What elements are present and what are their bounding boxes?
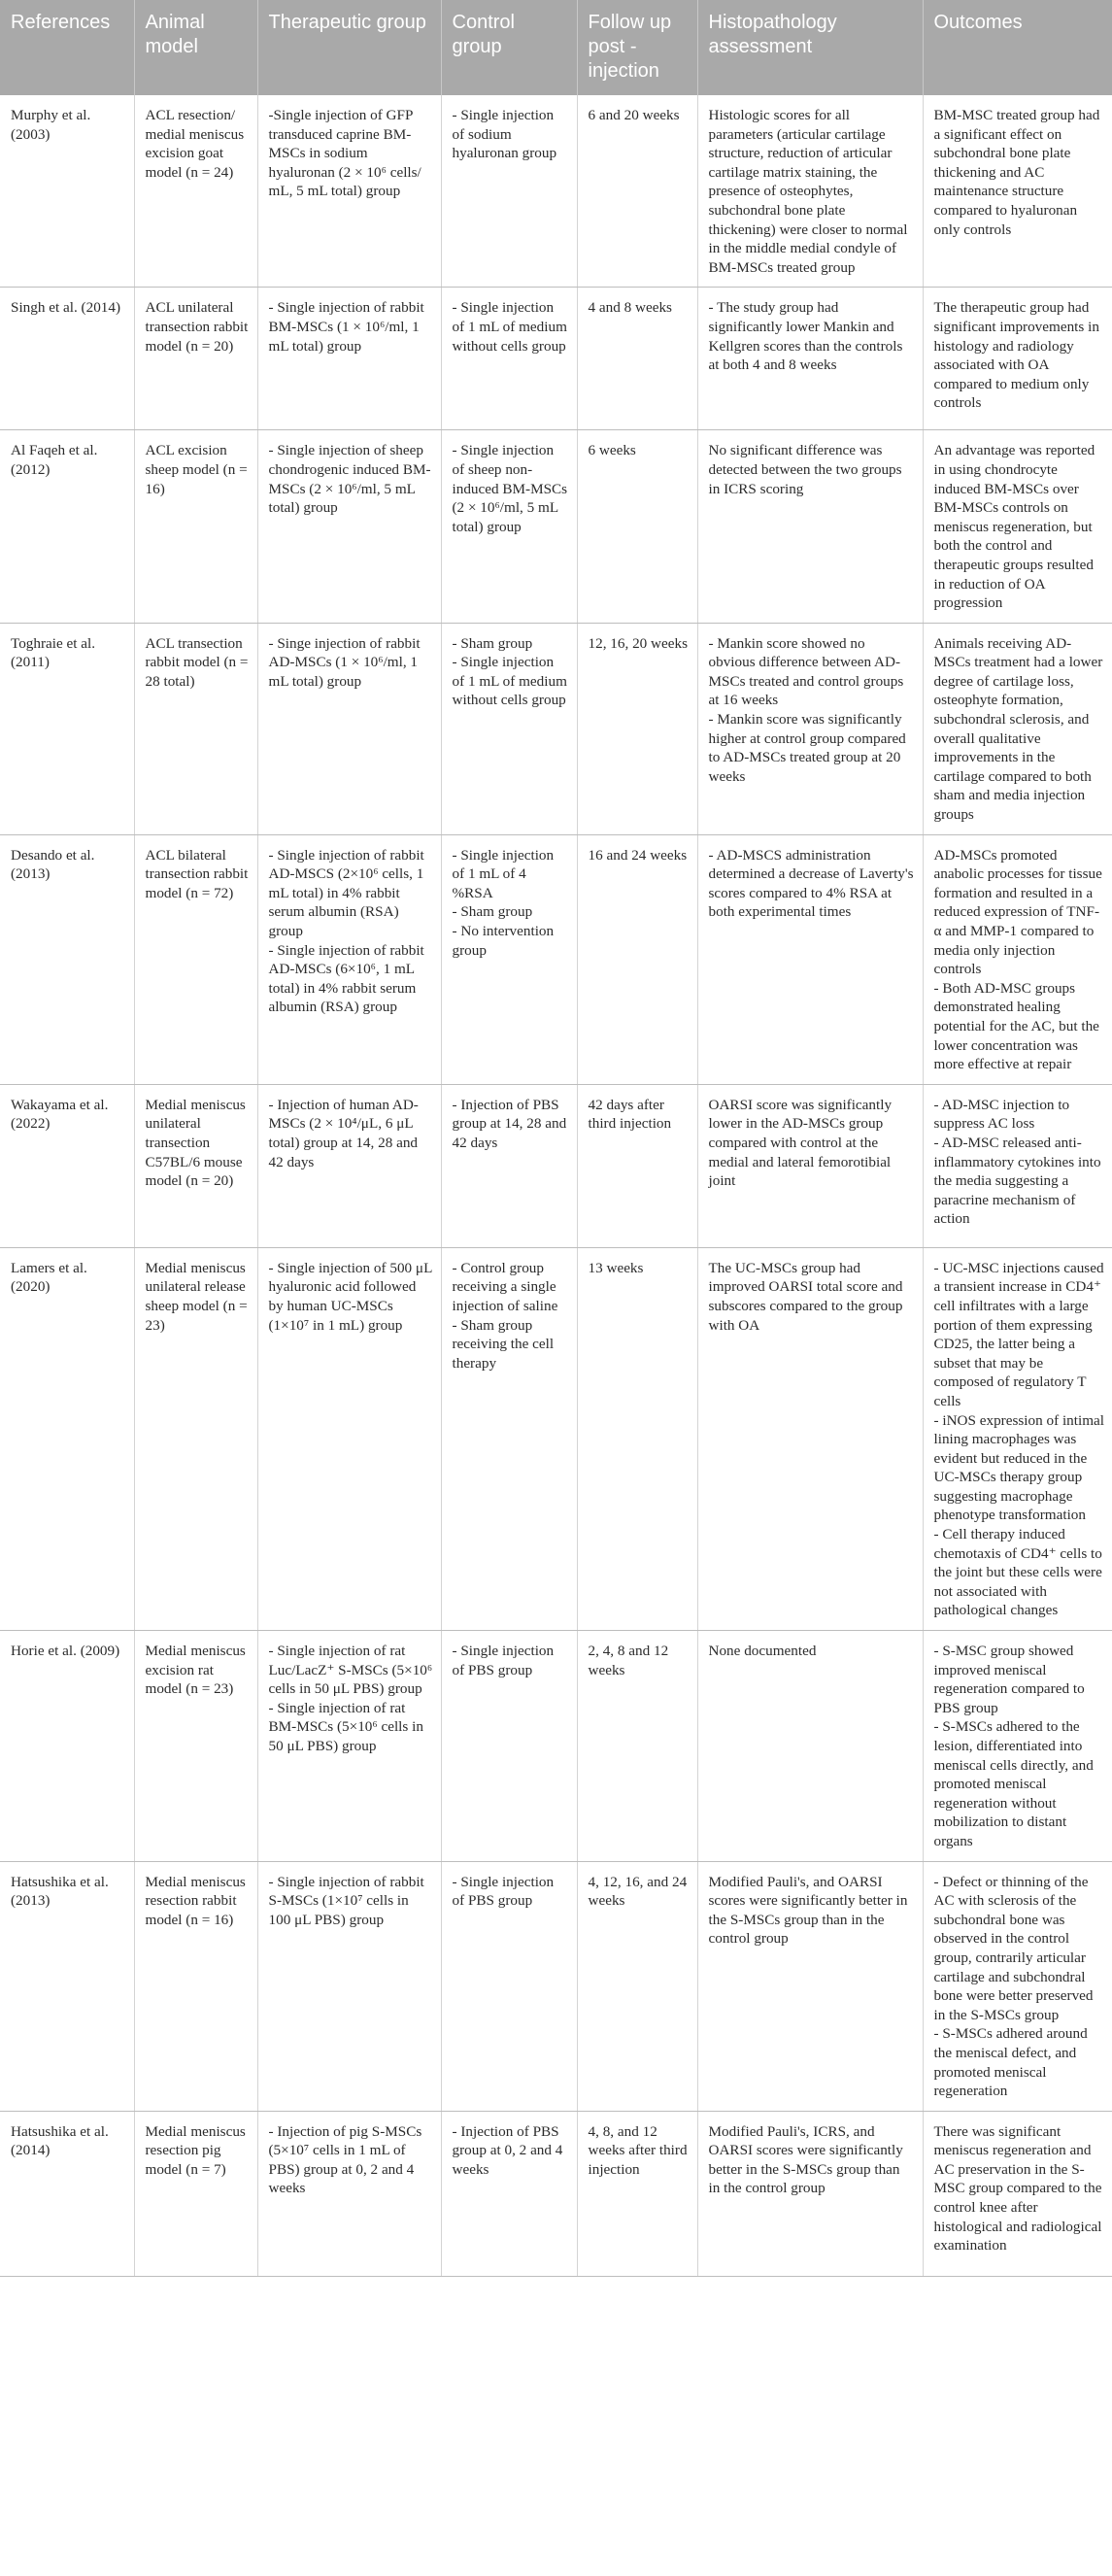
- histopathology-line: - AD-MSCS administration determined a decrease of Laverty's scores compared to 4% RSA at both experimental times: [708, 846, 914, 921]
- follow-up-cell: 2, 4, 8 and 12 weeks: [577, 1631, 697, 1862]
- header-follow-up: Follow up post -injection: [577, 0, 697, 95]
- therapeutic-group-cell: [257, 1631, 441, 1862]
- control-group-cell: [441, 95, 577, 288]
- control-group-line: - Single injection of PBS group: [452, 1873, 555, 1910]
- header-outcomes: Outcomes: [923, 0, 1112, 95]
- reference-cell: Al Faqeh et al. (2012): [0, 430, 134, 623]
- outcomes-line: - Cell therapy induced chemotaxis of CD4⁺ cells to the joint but these cells were not associated with pathological changes: [933, 1526, 1102, 1619]
- histopathology-cell: [697, 1631, 923, 1862]
- header-references: References: [0, 0, 134, 95]
- therapeutic-group-line: - Single injection of 500 μL hyaluronic acid followed by human UC-MSCs (1×10⁷ in 1 mL) group: [268, 1259, 432, 1334]
- control-group-cell: [441, 623, 577, 834]
- control-group-line: - No intervention group: [452, 923, 555, 959]
- therapeutic-group-line: - Single injection of rat Luc/LacZ⁺ S-MSCs (5×10⁶ cells in 50 μL PBS) group: [268, 1643, 433, 1698]
- therapeutic-group-cell: [257, 1861, 441, 2111]
- therapeutic-group-line: - Injection of human AD-MSCs (2 × 10⁴/μL, 6 μL total) group at 14, 28 and 42 days: [268, 1096, 419, 1170]
- animal-model-cell: ACL bilateral transection rabbit model (n = 72): [134, 834, 257, 1084]
- histopathology-line: - Mankin score showed no obvious difference between AD-MSCs treated and control groups at 16 weeks: [708, 634, 904, 709]
- animal-model-cell: ACL transection rabbit model (n = 28 total): [134, 623, 257, 834]
- histopathology-cell: [697, 288, 923, 430]
- header-histopathology: Histopathology assessment: [697, 0, 923, 95]
- table-row: [0, 834, 1112, 1084]
- histopathology-line: Histologic scores for all parameters (articular cartilage structure, reduction of articular cartilage matrix staining, the presence of osteophytes, subchondral bone plate thickening) were closer to normal in the middle medial condyle of BM-MSCs treated group: [708, 107, 908, 276]
- outcomes-cell: [923, 430, 1112, 623]
- outcomes-line: BM-MSC treated group had a significant effect on subchondral bone plate thickening and AC maintenance structure compared to hyaluronan only controls: [933, 107, 1100, 238]
- outcomes-cell: [923, 834, 1112, 1084]
- outcomes-cell: [923, 623, 1112, 834]
- therapeutic-group-cell: [257, 1247, 441, 1630]
- therapeutic-group-line: - Single injection of sheep chondrogenic induced BM-MSCs (2 × 10⁶/ml, 5 mL total) group: [268, 442, 431, 517]
- follow-up-cell: 6 weeks: [577, 430, 697, 623]
- animal-model-cell: ACL resection/ medial meniscus excision goat model (n = 24): [134, 95, 257, 288]
- header-control-group: Control group: [441, 0, 577, 95]
- outcomes-cell: [923, 1084, 1112, 1247]
- histopathology-cell: [697, 2111, 923, 2276]
- follow-up-cell: 13 weeks: [577, 1247, 697, 1630]
- control-group-cell: [441, 1861, 577, 2111]
- outcomes-line: - iNOS expression of intimal lining macrophages was evident but reduced in the UC-MSCs therapy group suggesting macrophage phenotype transformation: [933, 1411, 1104, 1524]
- histopathology-cell: [697, 834, 923, 1084]
- outcomes-line: There was significant meniscus regeneration and AC preservation in the S-MSC group compared to the control knee after histological and radiological examination: [933, 2122, 1102, 2254]
- animal-model-cell: ACL excision sheep model (n = 16): [134, 430, 257, 623]
- control-group-cell: [441, 2111, 577, 2276]
- follow-up-cell: 42 days after third injection: [577, 1084, 697, 1247]
- table-row: [0, 1247, 1112, 1630]
- outcomes-line: Animals receiving AD-MSCs treatment had a lower degree of cartilage loss, osteophyte formation, subchondral sclerosis, and overall qualitative improvements in the cartilage compared to both sham and media injection groups: [933, 634, 1103, 824]
- follow-up-cell: 4 and 8 weeks: [577, 288, 697, 430]
- animal-model-cell: ACL unilateral transection rabbit model (n = 20): [134, 288, 257, 430]
- follow-up-cell: 6 and 20 weeks: [577, 95, 697, 288]
- control-group-line: - Single injection of sodium hyaluronan group: [452, 107, 557, 162]
- reference-cell: Hatsushika et al. (2014): [0, 2111, 134, 2276]
- histopathology-line: None documented: [708, 1643, 817, 1660]
- header-animal-model: Animal model: [134, 0, 257, 95]
- control-group-line: - Single injection of 1 mL of medium without cells group: [452, 299, 567, 355]
- control-group-line: - Sham group: [452, 903, 533, 921]
- outcomes-line: - AD-MSC injection to suppress AC loss: [933, 1096, 1070, 1133]
- therapeutic-group-cell: [257, 430, 441, 623]
- histopathology-cell: [697, 1084, 923, 1247]
- control-group-line: - Control group receiving a single injection of saline: [452, 1259, 558, 1314]
- control-group-line: - Sham group receiving the cell therapy: [452, 1316, 555, 1372]
- histopathology-line: Modified Pauli's, ICRS, and OARSI scores were significantly better in the S-MSCs group than in the control group: [708, 2122, 903, 2197]
- therapeutic-group-cell: [257, 1084, 441, 1247]
- outcomes-cell: [923, 2111, 1112, 2276]
- histopathology-cell: [697, 1861, 923, 2111]
- table-row: [0, 430, 1112, 623]
- follow-up-cell: 12, 16, 20 weeks: [577, 623, 697, 834]
- animal-model-cell: Medial meniscus resection pig model (n = 7): [134, 2111, 257, 2276]
- histopathology-line: The UC-MSCs group had improved OARSI total score and subscores compared to the group with OA: [708, 1259, 903, 1334]
- outcomes-line: - UC-MSC injections caused a transient increase in CD4⁺ cell infiltrates with a large portion of them expressing CD25, the latter being a subset that may be composed of regulatory T cells: [933, 1259, 1104, 1409]
- control-group-line: - Single injection of 1 mL of 4 %RSA: [452, 846, 555, 901]
- control-group-line: - Single injection of sheep non-induced BM-MSCs (2 × 10⁶/ml, 5 mL total) group: [452, 442, 568, 535]
- therapeutic-group-line: -Single injection of GFP transduced caprine BM-MSCs in sodium hyaluronan (2 × 10⁶ cells/ mL, 5 mL total) group: [268, 107, 421, 200]
- therapeutic-group-line: - Single injection of rabbit BM-MSCs (1 × 10⁶/ml, 1 mL total) group: [268, 299, 424, 355]
- control-group-cell: [441, 1631, 577, 1862]
- outcomes-line: - S-MSCs adhered to the lesion, differentiated into meniscal cells directly, and promoted meniscal regeneration without mobilization to distant organs: [933, 1718, 1094, 1849]
- outcomes-line: The therapeutic group had significant improvements in histology and radiology associated with OA compared to medium only controls: [933, 299, 1099, 412]
- table-row: [0, 623, 1112, 834]
- therapeutic-group-cell: [257, 623, 441, 834]
- therapeutic-group-line: - Single injection of rat BM-MSCs (5×10⁶ cells in 50 μL PBS) group: [268, 1699, 423, 1754]
- histopathology-cell: [697, 430, 923, 623]
- reference-cell: Singh et al. (2014): [0, 288, 134, 430]
- control-group-line: - Single injection of PBS group: [452, 1643, 555, 1678]
- control-group-line: - Injection of PBS group at 0, 2 and 4 weeks: [452, 2122, 563, 2178]
- follow-up-cell: 4, 12, 16, and 24 weeks: [577, 1861, 697, 2111]
- outcomes-line: - Both AD-MSC groups demonstrated healing potential for the AC, but the lower concentration was more effective at repair: [933, 979, 1099, 1073]
- outcomes-line: - S-MSC group showed improved meniscal regeneration compared to PBS group: [933, 1643, 1085, 1716]
- table-row: [0, 2111, 1112, 2276]
- outcomes-line: - S-MSCs adhered around the meniscal defect, and promoted meniscal regeneration: [933, 2025, 1088, 2100]
- control-group-line: - Single injection of 1 mL of medium without cells group: [452, 654, 567, 709]
- outcomes-cell: [923, 1247, 1112, 1630]
- header-row: [0, 0, 1112, 95]
- control-group-cell: [441, 834, 577, 1084]
- histopathology-cell: [697, 95, 923, 288]
- reference-cell: Lamers et al. (2020): [0, 1247, 134, 1630]
- follow-up-cell: 16 and 24 weeks: [577, 834, 697, 1084]
- table-row: [0, 1861, 1112, 2111]
- reference-cell: Hatsushika et al. (2013): [0, 1861, 134, 2111]
- reference-cell: Wakayama et al. (2022): [0, 1084, 134, 1247]
- outcomes-cell: [923, 95, 1112, 288]
- animal-model-cell: Medial meniscus resection rabbit model (n = 16): [134, 1861, 257, 2111]
- outcomes-line: An advantage was reported in using chondrocyte induced BM-MSCs over BM-MSCs controls on meniscus regeneration, but both the control and therapeutic groups resulted in reduction of OA progression: [933, 442, 1095, 612]
- control-group-cell: [441, 1247, 577, 1630]
- outcomes-line: - AD-MSC released anti-inflammatory cytokines into the media suggesting a paracrine mechanism of action: [933, 1134, 1101, 1228]
- animal-model-cell: Medial meniscus unilateral transection C57BL/6 mouse model (n = 20): [134, 1084, 257, 1247]
- histopathology-line: No significant difference was detected between the two groups in ICRS scoring: [708, 442, 902, 497]
- reference-cell: Desando et al. (2013): [0, 834, 134, 1084]
- outcomes-cell: [923, 1631, 1112, 1862]
- therapeutic-group-line: - Single injection of rabbit AD-MSCs (6×10⁶, 1 mL total) in 4% rabbit serum albumin (RSA) group: [268, 941, 424, 1016]
- reference-cell: Toghraie et al. (2011): [0, 623, 134, 834]
- histopathology-line: OARSI score was significantly lower in the AD-MSCs group compared with control at the medial and lateral femorotibial joint: [708, 1096, 893, 1190]
- control-group-line: - Injection of PBS group at 14, 28 and 42 days: [452, 1096, 567, 1151]
- control-group-cell: [441, 288, 577, 430]
- therapeutic-group-cell: [257, 2111, 441, 2276]
- outcomes-line: - Defect or thinning of the AC with sclerosis of the subchondral bone was observed in the control group, contrarily articular cartilage and subchondral bone were better preserved in the S-MSCs group: [933, 1873, 1094, 2023]
- therapeutic-group-line: - Single injection of rabbit AD-MSCS (2×10⁶ cells, 1 mL total) in 4% rabbit serum albumin (RSA) group: [268, 846, 424, 939]
- outcomes-line: AD-MSCs promoted anabolic processes for tissue formation and resulted in a reduced expression of TNF-α and MMP-1 compared to media only injection controls: [933, 846, 1102, 978]
- therapeutic-group-line: - Injection of pig S-MSCs (5×10⁷ cells in 1 mL of PBS) group at 0, 2 and 4 weeks: [268, 2122, 422, 2197]
- table-body: [0, 95, 1112, 2276]
- table-row: [0, 95, 1112, 288]
- therapeutic-group-cell: [257, 834, 441, 1084]
- table-row: [0, 1631, 1112, 1862]
- control-group-cell: [441, 430, 577, 623]
- control-group-line: - Sham group: [452, 634, 533, 652]
- table-row: [0, 1084, 1112, 1247]
- reference-cell: Horie et al. (2009): [0, 1631, 134, 1862]
- histopathology-line: Modified Pauli's, and OARSI scores were significantly better in the S-MSCs group than in the control group: [708, 1873, 908, 1948]
- animal-model-cell: Medial meniscus excision rat model (n = 23): [134, 1631, 257, 1862]
- table-row: [0, 288, 1112, 430]
- reference-cell: Murphy et al. (2003): [0, 95, 134, 288]
- histopathology-line: - The study group had significantly lower Mankin and Kellgren scores than the controls at both 4 and 8 weeks: [708, 299, 903, 374]
- outcomes-cell: [923, 1861, 1112, 2111]
- histopathology-line: - Mankin score was significantly higher at control group compared to AD-MSCs treated group at 20 weeks: [708, 711, 906, 785]
- histopathology-cell: [697, 623, 923, 834]
- therapeutic-group-line: - Single injection of rabbit S-MSCs (1×10⁷ cells in 100 μL PBS) group: [268, 1873, 424, 1928]
- animal-model-cell: Medial meniscus unilateral release sheep model (n = 23): [134, 1247, 257, 1630]
- control-group-cell: [441, 1084, 577, 1247]
- follow-up-cell: 4, 8, and 12 weeks after third injection: [577, 2111, 697, 2276]
- therapeutic-group-line: - Singe injection of rabbit AD-MSCs (1 × 10⁶/ml, 1 mL total) group: [268, 634, 421, 690]
- outcomes-cell: [923, 288, 1112, 430]
- header-therapeutic-group: Therapeutic group: [257, 0, 441, 95]
- histopathology-cell: [697, 1247, 923, 1630]
- therapeutic-group-cell: [257, 95, 441, 288]
- therapeutic-group-cell: [257, 288, 441, 430]
